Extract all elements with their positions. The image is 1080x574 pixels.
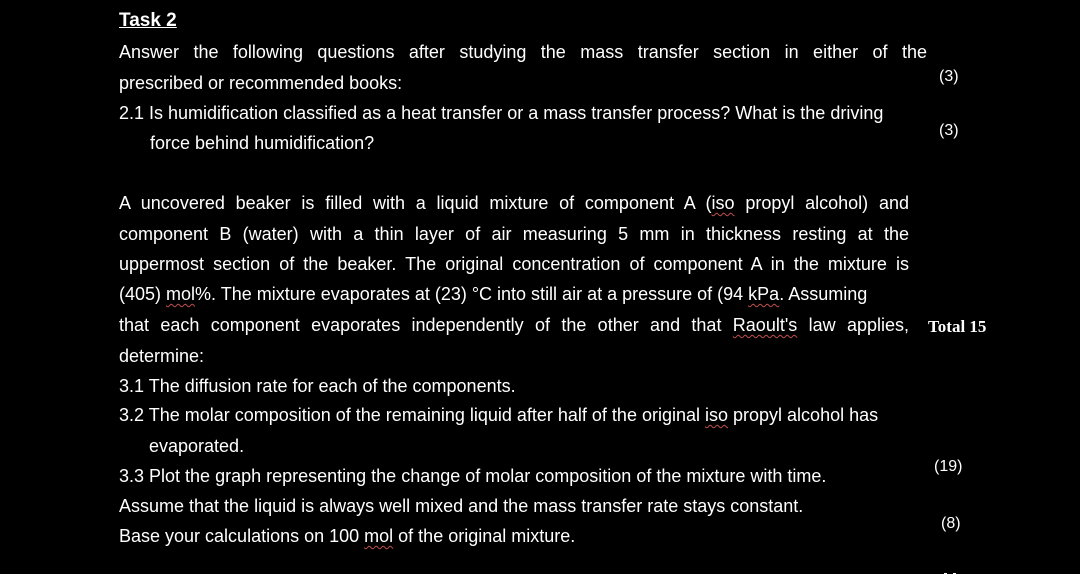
question-2-1-line-1: 2.1 Is humidification classified as a heat transfer or a mass transfer process? What is the driving bbox=[119, 103, 884, 123]
scenario-line-1: A uncovered beaker is filled with a liquid mixture of component A (iso propyl alcohol) and bbox=[119, 193, 909, 213]
basis-line: Base your calculations on 100 mol of the original mixture. bbox=[119, 526, 576, 546]
intro-line-1: Answer the following questions after studying the mass transfer section in either of the bbox=[119, 42, 927, 62]
cut-off-mark bbox=[944, 569, 962, 574]
scenario-line-5: that each component evaporates independently of the other and that Raoult's law applies, bbox=[119, 315, 909, 335]
question-3-1: 3.1 The diffusion rate for each of the components. bbox=[119, 376, 516, 396]
spell-underline-mol: mol bbox=[166, 284, 196, 304]
assumption-line: Assume that the liquid is always well mixed and the mass transfer rate stays constant. bbox=[119, 496, 804, 516]
intro-line-2: prescribed or recommended books: bbox=[119, 73, 403, 93]
scenario-line-2: component B (water) with a thin layer of air measuring 5 mm in thickness resting at the bbox=[119, 224, 909, 244]
question-3-2-line-2: evaporated. bbox=[149, 436, 245, 456]
scenario-line-3: uppermost section of the beaker. The original concentration of component A in the mixture is bbox=[119, 254, 909, 274]
spell-underline-iso: iso bbox=[711, 193, 735, 213]
question-3-3: 3.3 Plot the graph representing the change of molar composition of the mixture with time. bbox=[119, 466, 827, 486]
mark-3-first: (3) bbox=[939, 68, 959, 85]
scenario-line-4: (405) mol%. The mixture evaporates at (23) °C into still air at a pressure of (94 kPa. Assuming bbox=[119, 284, 868, 304]
spell-underline-iso-2: iso bbox=[705, 405, 729, 425]
spell-underline-kpa: kPa bbox=[748, 284, 780, 304]
total-marks: Total 15 bbox=[928, 317, 987, 336]
question-3-2-line-1: 3.2 The molar composition of the remaining liquid after half of the original iso propyl alcohol has bbox=[119, 405, 879, 425]
scenario-line-6: determine: bbox=[119, 346, 205, 366]
mark-19: (19) bbox=[934, 458, 963, 475]
mark-3-second: (3) bbox=[939, 122, 959, 139]
question-2-1-line-2: force behind humidification? bbox=[150, 133, 375, 153]
mark-8: (8) bbox=[941, 515, 961, 532]
spell-underline-raoults: Raoult's bbox=[732, 315, 798, 335]
task-title: Task 2 bbox=[119, 10, 177, 31]
spell-underline-mol-2: mol bbox=[364, 526, 394, 546]
